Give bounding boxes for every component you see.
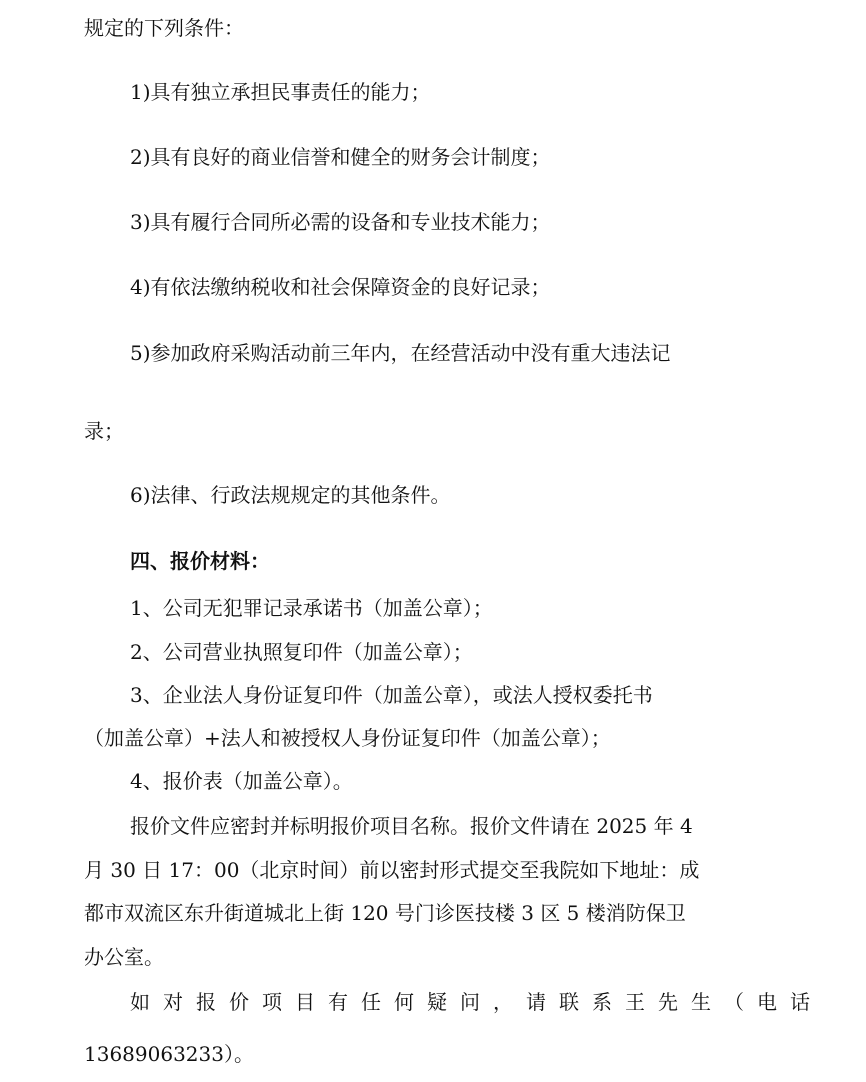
submission-line-4: 办公室。: [84, 945, 164, 969]
material-1: 1、公司无犯罪记录承诺书（加盖公章）；: [130, 596, 493, 620]
submission-line-1: 报价文件应密封并标明报价项目名称。报价文件请在 2025 年 4: [130, 814, 693, 838]
condition-5: 5)参加政府采购活动前三年内，在经营活动中没有重大违法记: [130, 341, 671, 365]
condition-1: 1)具有独立承担民事责任的能力；: [130, 80, 431, 104]
condition-6: 6)法律、行政法规规定的其他条件。: [130, 483, 451, 507]
condition-2: 2)具有良好的商业信誉和健全的财务会计制度；: [130, 145, 551, 169]
condition-5-cont: 录；: [84, 419, 124, 443]
intro-tail: 规定的下列条件：: [84, 16, 244, 40]
condition-4: 4)有依法缴纳税收和社会保障资金的良好记录；: [130, 275, 551, 299]
submission-line-3: 都市双流区东升街道城北上街 120 号门诊医技楼 3 区 5 楼消防保卫: [84, 901, 686, 925]
material-2: 2、公司营业执照复印件（加盖公章）；: [130, 640, 473, 664]
condition-3: 3)具有履行合同所必需的设备和专业技术能力；: [130, 210, 551, 234]
section-heading: 四、报价材料：: [130, 549, 270, 573]
material-4: 4、报价表（加盖公章）。: [130, 769, 353, 793]
contact-line-2: 13689063233）。: [84, 1042, 254, 1066]
material-3: 3、企业法人身份证复印件（加盖公章），或法人授权委托书: [130, 683, 653, 707]
material-3-cont: （加盖公章）+法人和被授权人身份证复印件（加盖公章）；: [84, 726, 611, 750]
submission-line-2: 月 30 日 17：00（北京时间）前以密封形式提交至我院如下地址：成: [84, 858, 700, 882]
contact-line-1: 如对报价项目有任何疑问，请联系王先生（电话: [130, 990, 823, 1014]
